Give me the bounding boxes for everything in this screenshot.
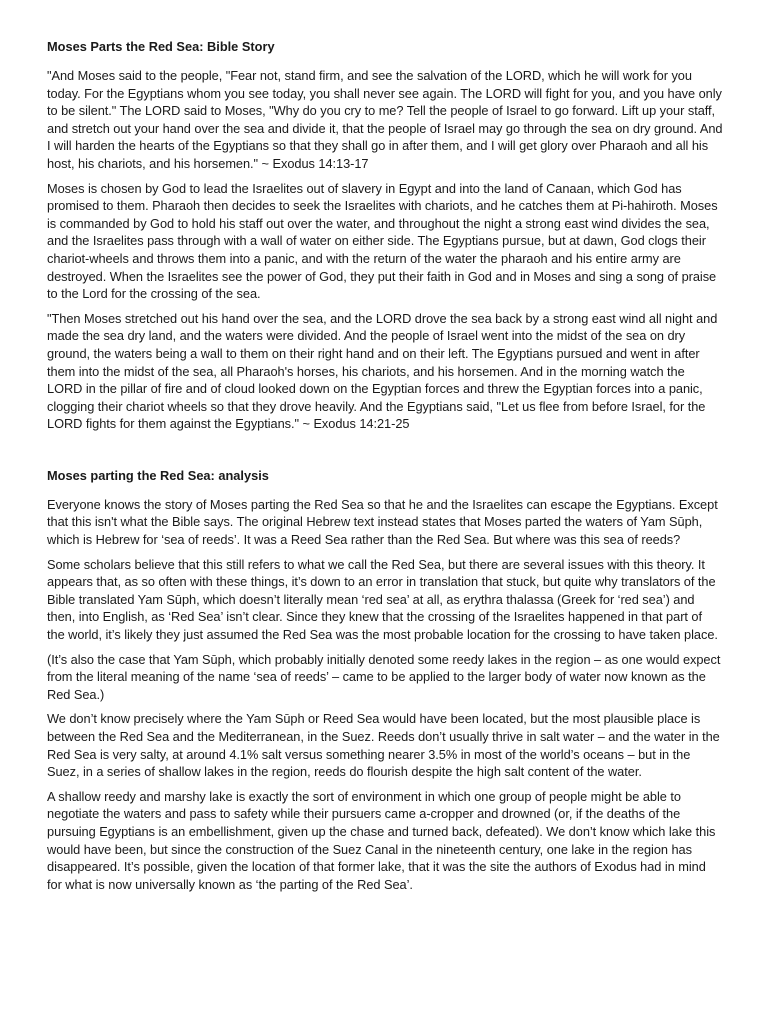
quote-exodus-14-13: "And Moses said to the people, "Fear not, stand firm, and see the salvation of the LORD, which he will work for you today. For the Egyptians whom you see today, you shall never see again. The LORD will fight for you, and you have only to be silent." The LORD said to Moses, "Why do you cry to me? Tell the people of Israel to go forward. Lift up your staff, and stretch out your hand over the sea and divide it, that the people of Israel may go through the sea on dry ground. And I will harden the hearts of the Egyptians so that they shall go in after them, and I will get glory over Pharaoh and all his host, his chariots, and his horsemen." ~ Exodus 14:13-17 (47, 68, 723, 171)
section-heading: Moses parting the Red Sea: analysis (47, 467, 269, 483)
bible-story-section (47, 38, 723, 433)
section-heading: Moses Parts the Red Sea: Bible Story (47, 39, 275, 54)
analysis-paragraph: (It’s also the case that Yam Sūph, which probably initially denoted some reedy lakes in the region – as one would expect from the literal meaning of the name ‘sea of reeds’ – came to be applied to the larger body of water now known as the Red Sea.) (47, 651, 721, 702)
analysis-paragraph: Some scholars believe that this still refers to what we call the Red Sea, but there are several issues with this theory. It appears that, as so often with these things, it’s down to an error in translation that stuck, but quite why translators of the Bible translated Yam Sūph, which doesn’t literally mean ‘red sea’ at all, as erythra thalassa (Greek for ‘red sea’) and then, into English, as ‘Red Sea’ isn’t clear. Since they knew that the crossing of the Israelites happened in that part of the world, it’s likely they just assumed the Red Sea was the most probable location for the crossing to have taken place. (47, 556, 718, 643)
quote-exodus-14-21: "Then Moses stretched out his hand over the sea, and the LORD drove the sea back by a strong east wind all night and made the sea dry land, and the waters were divided. And the people of Israel went into the midst of the sea on dry ground, the waters being a wall to them on their right hand and on their left. The Egyptians pursued and went in after them into the midst of the sea, all Pharaoh's horses, his chariots, and his horsemen. And in the morning watch the LORD in the pillar of fire and of cloud looked down on the Egyptian forces and threw the Egyptian forces into a panic, clogging their chariot wheels so that they drove heavily. And the Egyptians said, "Let us flee from before Israel, for the LORD fights for them against the Egyptians." ~ Exodus 14:21-25 (47, 310, 718, 432)
analysis-paragraph: A shallow reedy and marshy lake is exactly the sort of environment in which one group of people might be able to negotiate the waters and pass to safety while their pursuers came a-cropper and drowned (or, if the deaths of the pursuing Egyptians is an embellishment, given up the chase and turned back, defeated). We don’t know which lake this would have been, but since the construction of the Suez Canal in the nineteenth century, one lake in the region has disappeared. It’s possible, given the location of that former lake, that it was the site the authors of Exodus had in mind for what is now universally known as ‘the parting of the Red Sea’. (47, 788, 716, 892)
analysis-paragraph: Everyone knows the story of Moses parting the Red Sea so that he and the Israelites can escape the Egyptians. Except that this isn't what the Bible says. The original Hebrew text instead states that Moses parted the waters of Yam Sūph, which is Hebrew for ‘sea of reeds’. It was a Reed Sea rather than the Red Sea. But where was this sea of reeds? (47, 496, 718, 548)
analysis-section (47, 467, 723, 893)
section-spacer (47, 440, 723, 467)
story-summary-paragraph: Moses is chosen by God to lead the Israelites out of slavery in Egypt and into the land of Canaan, which God has promised to them. Pharaoh then decides to seek the Israelites with chariots, and he catches them at Pi-hahiroth. Moses is commanded by God to hold his staff out over the water, and throughout the night a strong east wind divides the sea, and the Israelites pass through with a wall of water on either side. The Egyptians pursue, but at dawn, God clogs their chariot-wheels and throws them into a panic, and with the return of the water the pharaoh and his entire army are destroyed. When the Israelites see the power of God, they put their faith in God and in Moses and sing a song of praise to the Lord for the crossing of the sea. (47, 180, 718, 302)
document-page (47, 38, 723, 900)
analysis-paragraph: We don’t know precisely where the Yam Sūph or Reed Sea would have been located, but the most plausible place is between the Red Sea and the Mediterranean, in the Suez. Reeds don’t usually thrive in salt water – and the water in the Red Sea is very salty, at around 4.1% salt versus something nearer 3.5% in most of the world’s oceans – but in the Suez, in a series of shallow lakes in the region, reeds do flourish despite the high salt content of the water. (47, 711, 720, 780)
